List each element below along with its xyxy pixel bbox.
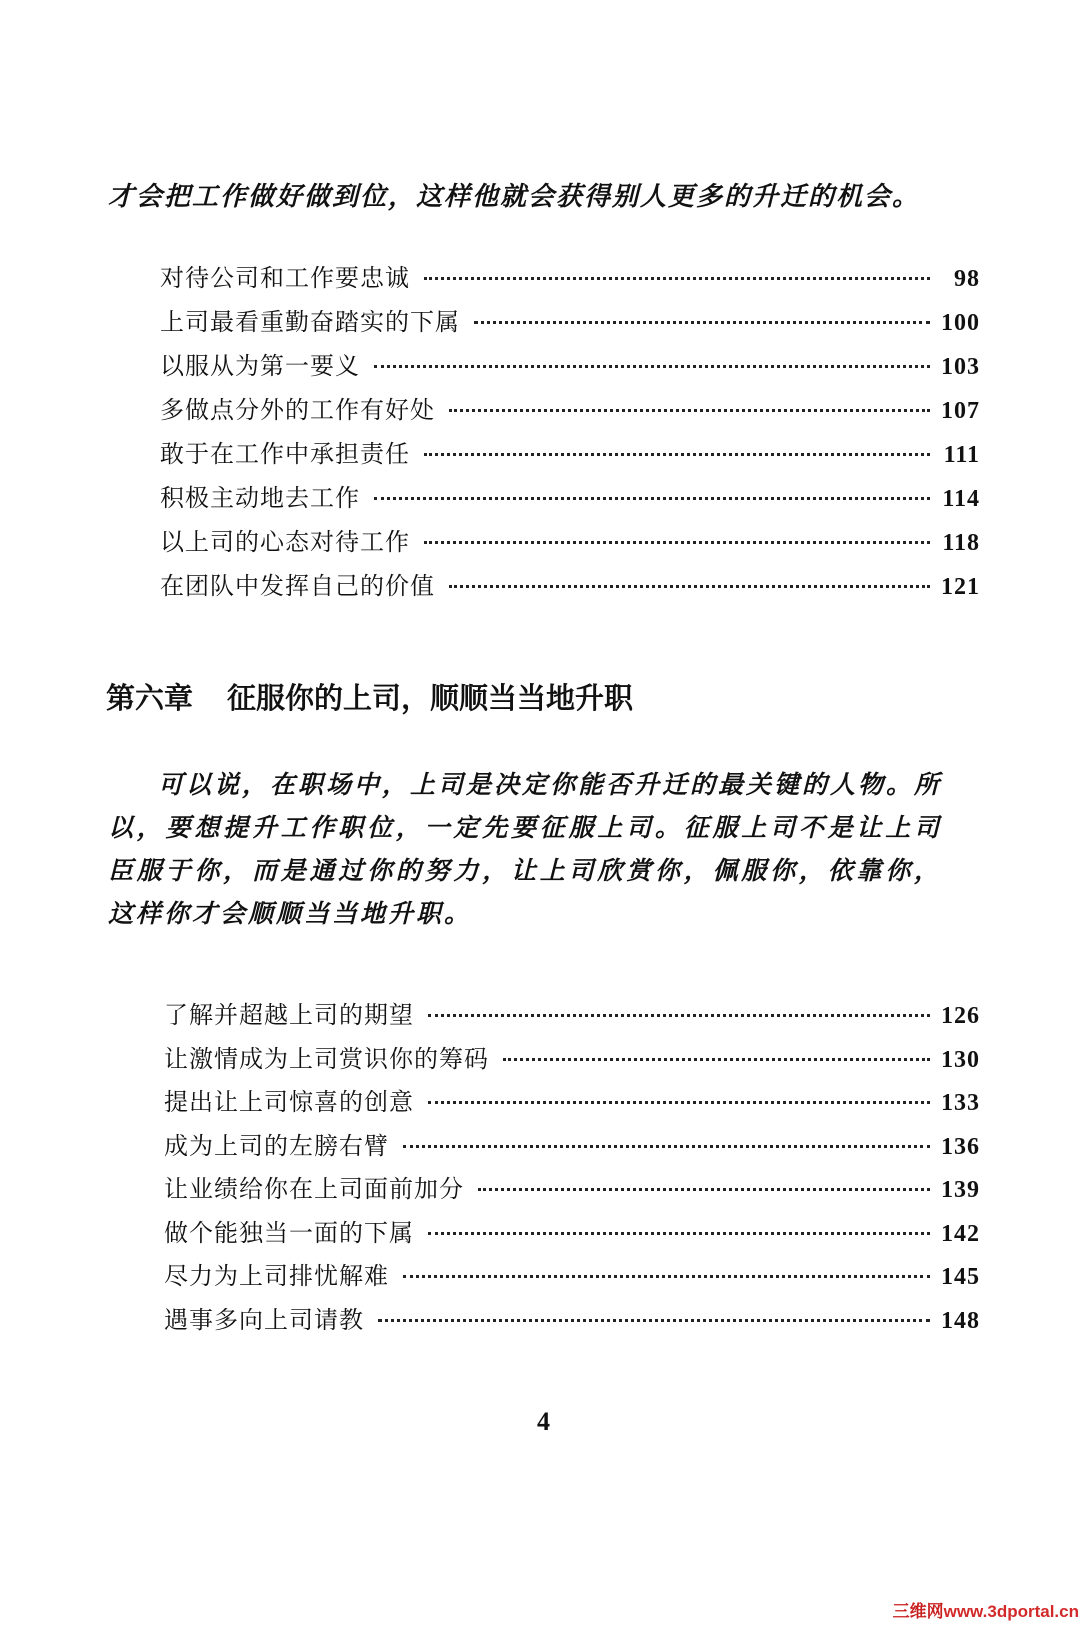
toc-entry[interactable]: [160, 258, 980, 302]
toc-entry-page: 98: [954, 266, 980, 292]
toc-entry[interactable]: [160, 302, 980, 346]
toc-entry[interactable]: [164, 1082, 980, 1126]
toc-entry-page: 133: [941, 1090, 980, 1116]
toc-entry-page: 107: [941, 398, 980, 424]
toc-entry[interactable]: [160, 478, 980, 522]
toc-entry-title: 敢于在工作中承担责任: [160, 440, 410, 468]
previous-chapter-intro-tail: 才会把工作做好做到位，这样他就会获得别人更多的升迁的机会。: [108, 182, 921, 212]
toc-entry[interactable]: [164, 1169, 980, 1213]
toc-leader-dots: [449, 409, 930, 412]
toc-entry[interactable]: [160, 390, 980, 434]
toc-entry-title: 做个能独当一面的下属: [164, 1218, 414, 1247]
toc-entry-page: 130: [941, 1046, 980, 1073]
toc-leader-dots: [424, 277, 930, 280]
toc-entry[interactable]: [164, 1039, 980, 1083]
toc-entry-title: 成为上司的左膀右臂: [164, 1131, 389, 1160]
watermark-url: www.3dportal.cn: [943, 1602, 1079, 1621]
toc-entry-title: 让业绩给你在上司面前加分: [164, 1175, 464, 1203]
toc-entry-title: 上司最看重勤奋踏实的下属: [160, 308, 460, 336]
toc-entry-page: 114: [942, 486, 980, 512]
toc-leader-dots: [374, 497, 930, 500]
toc-leader-dots: [403, 1145, 930, 1148]
toc-entry-page: 145: [941, 1264, 980, 1290]
toc-entry-title: 积极主动地去工作: [160, 484, 360, 512]
toc-list-chapter-6: [164, 995, 980, 1343]
toc-entry-title: 让激情成为上司赏识你的筹码: [164, 1044, 489, 1073]
toc-entry-title: 在团队中发挥自己的价值: [160, 572, 435, 600]
toc-entry-title: 了解并超越上司的期望: [164, 1001, 414, 1029]
toc-leader-dots: [449, 585, 930, 588]
toc-entry-page: 118: [942, 530, 980, 556]
watermark-brand: 三维网: [892, 1602, 944, 1621]
toc-entry-page: 142: [941, 1220, 980, 1247]
toc-entry[interactable]: [160, 434, 980, 478]
toc-leader-dots: [428, 1101, 930, 1104]
toc-entry-title: 遇事多向上司请教: [164, 1305, 364, 1334]
toc-list-chapter-5: [160, 258, 980, 610]
toc-leader-dots: [374, 365, 930, 368]
toc-leader-dots: [428, 1232, 930, 1235]
toc-entry[interactable]: [160, 346, 980, 390]
toc-entry-title: 尽力为上司排忧解难: [164, 1262, 389, 1290]
chapter-heading: [106, 676, 633, 717]
chapter-number: 第六章: [106, 681, 194, 715]
toc-entry[interactable]: [160, 522, 980, 566]
page-number: 4: [537, 1407, 550, 1436]
toc-leader-dots: [478, 1188, 930, 1191]
toc-leader-dots: [424, 541, 930, 544]
toc-leader-dots: [424, 453, 930, 456]
toc-entry[interactable]: [164, 1213, 980, 1257]
toc-leader-dots: [428, 1014, 930, 1017]
toc-entry-page: 136: [941, 1133, 980, 1160]
watermark: [893, 1597, 1079, 1622]
toc-entry-page: 111: [943, 442, 980, 468]
toc-entry[interactable]: [164, 1256, 980, 1300]
chapter-title: 征服你的上司，顺顺当当地升职: [227, 681, 634, 715]
toc-entry[interactable]: [164, 1126, 980, 1170]
chapter-intro-paragraph: 可以说，在职场中，上司是决定你能否升迁的最关键的人物。所以，要想提升工作职位，一定先要征服上司。征服上司不是让上司臣服于你，而是通过你的努力，让上司欣赏你，佩服你，依靠你，这样你才会顺顺当当地升职。: [108, 770, 943, 928]
toc-entry-page: 103: [941, 354, 980, 380]
toc-entry-page: 139: [941, 1177, 980, 1203]
toc-entry-page: 126: [941, 1003, 980, 1029]
toc-entry[interactable]: [164, 1300, 980, 1344]
toc-leader-dots: [474, 321, 930, 324]
toc-entry-title: 以服从为第一要义: [160, 352, 360, 380]
toc-entry-page: 121: [941, 574, 980, 600]
toc-entry-title: 提出让上司惊喜的创意: [164, 1088, 414, 1116]
toc-entry-title: 以上司的心态对待工作: [160, 528, 410, 556]
toc-entry[interactable]: [160, 566, 980, 610]
toc-entry-page: 148: [941, 1307, 980, 1334]
toc-leader-dots: [378, 1319, 930, 1322]
toc-entry-page: 100: [941, 310, 980, 336]
toc-entry[interactable]: [164, 995, 980, 1039]
toc-leader-dots: [503, 1058, 930, 1061]
toc-entry-title: 多做点分外的工作有好处: [160, 396, 435, 424]
toc-entry-title: 对待公司和工作要忠诚: [160, 264, 410, 292]
toc-leader-dots: [403, 1275, 930, 1278]
